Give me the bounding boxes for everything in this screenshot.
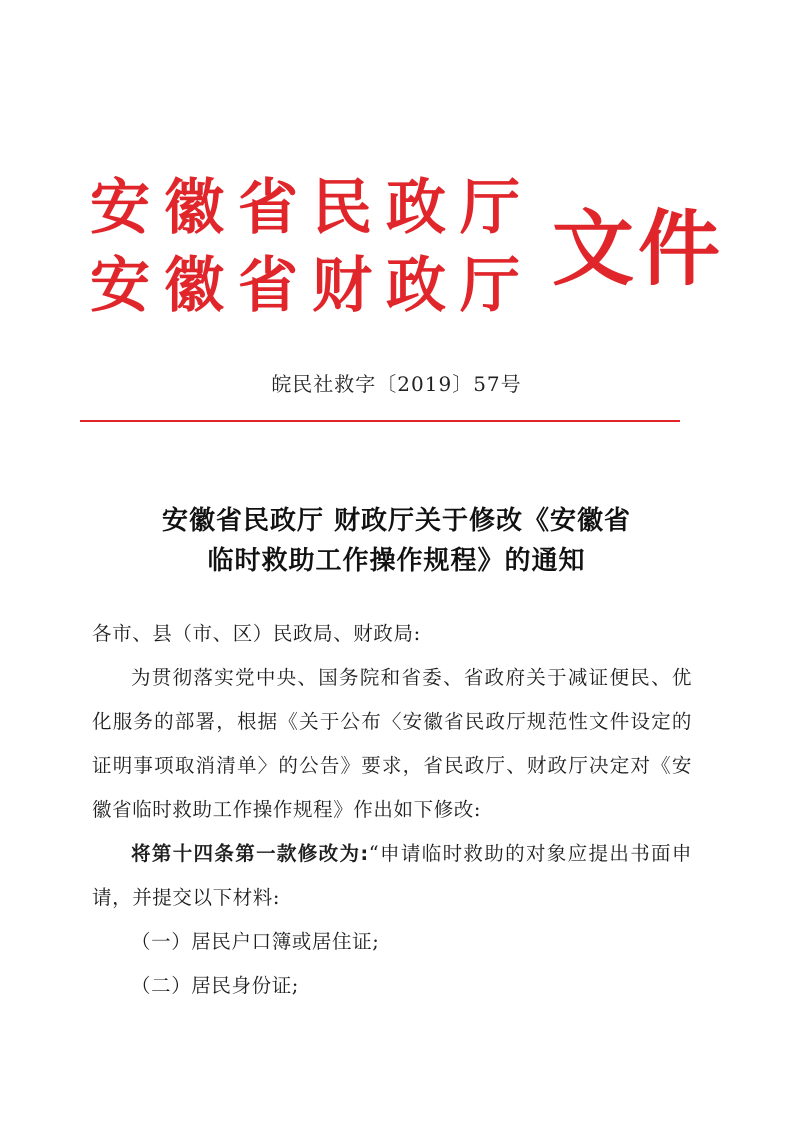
issuer-civil-affairs: 安徽省民政厅	[90, 173, 534, 243]
amendment-text: “申请临时救助的对象应提出书面申请，并提交以下材料:	[92, 842, 692, 909]
document-header	[90, 172, 725, 332]
document-title-line-2: 临时救助工作操作规程》的通知	[207, 546, 586, 576]
document-body	[92, 612, 692, 1008]
amendment-lead: 将第十四条第一款修改为:	[131, 842, 369, 865]
addressee: 各市、县（市、区）民政局、财政局:	[92, 622, 421, 645]
material-item: （一）居民户口簿或居住证;	[131, 930, 380, 953]
amendment-paragraph	[92, 832, 692, 920]
issuer-finance: 安徽省财政厅	[90, 251, 534, 321]
material-item: （二）居民身份证;	[131, 974, 299, 997]
red-divider	[80, 420, 680, 422]
document-number: 皖民社救字〔2019〕57号	[271, 372, 522, 396]
intro-paragraph: 为贯彻落实党中央、国务院和省委、省政府关于减证便民、优化服务的部署，根据《关于公布〈安徽省民政厅规范性文件设定的证明事项取消清单〉的公告》要求，省民政厅、财政厅决定对《安徽省临时救助工作操作规程》作出如下修改:	[92, 666, 692, 821]
document-type-label: 文件	[552, 202, 725, 297]
document-title-line-1: 安徽省民政厅 财政厅关于修改《安徽省	[161, 506, 632, 536]
